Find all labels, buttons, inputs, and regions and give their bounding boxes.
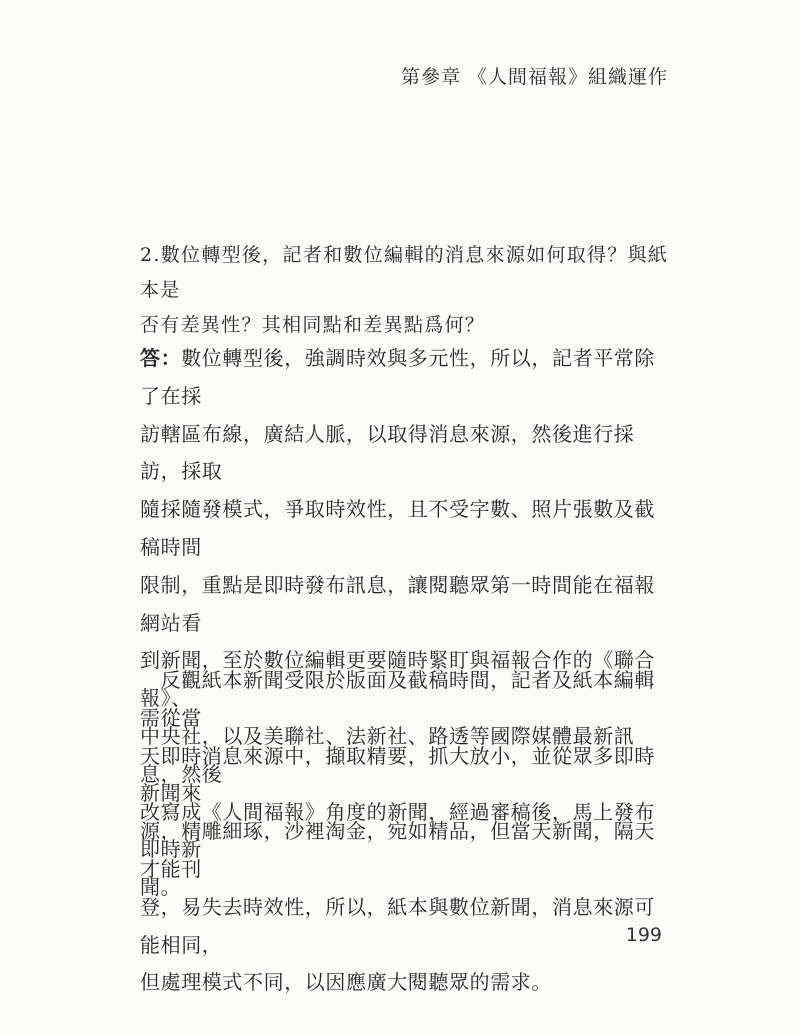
question-line: 2.數位轉型後，記者和數位編輯的消息來源如何取得？與紙本是 xyxy=(140,244,669,301)
paragraph-line: 天即時消息來源中，擷取精要，抓大放小，並從眾多即時新聞來 xyxy=(140,743,655,806)
answer-label: 答： xyxy=(140,346,182,370)
answer-line-text: 數位轉型後，強調時效與多元性，所以，記者平常除了在採 xyxy=(140,346,656,408)
paragraph-2 xyxy=(140,662,670,1002)
answer-line: 中央社，以及美聯社、法新社、路透等國際媒體最新訊息，然後 xyxy=(140,723,635,786)
paragraph-line: 但處理模式不同，以因應廣大閱聽眾的需求。 xyxy=(140,970,552,995)
answer-line: 改寫成《人間福報》角度的新聞，經過審稿後，馬上發布即時新 xyxy=(140,799,655,862)
answer-line: 隨採隨發模式，爭取時效性，且不受字數、照片張數及截稿時間 xyxy=(140,497,655,559)
answer-line: 限制，重點是即時發布訊息，讓閱聽眾第一時間能在福報網站看 xyxy=(140,572,655,635)
paragraph-line: 源，精雕細琢，沙裡淘金，宛如精品，但當天新聞，隔天才能刊 xyxy=(140,819,655,881)
answer-line xyxy=(140,340,670,416)
paragraph-line: 反觀紙本新聞受限於版面及截稿時間，記者及紙本編輯需從當 xyxy=(140,668,655,730)
page-number: 199 xyxy=(625,924,662,946)
question-line: 否有差異性？其相同點和差異點爲何？ xyxy=(140,314,486,336)
running-header: 第參章 《人間福報》組織運作 xyxy=(400,66,668,88)
answer-line: 聞。 xyxy=(140,875,182,900)
question-block xyxy=(140,238,670,343)
answer-line: 到新聞，至於數位編輯更要隨時緊盯與福報合作的《聯合報》、 xyxy=(140,648,655,711)
answer-line: 訪轄區布線，廣結人脈，以取得消息來源，然後進行採訪，採取 xyxy=(140,421,635,484)
paragraph-line: 登，易失去時效性，所以，紙本與數位新聞，消息來源可能相同， xyxy=(140,894,655,957)
